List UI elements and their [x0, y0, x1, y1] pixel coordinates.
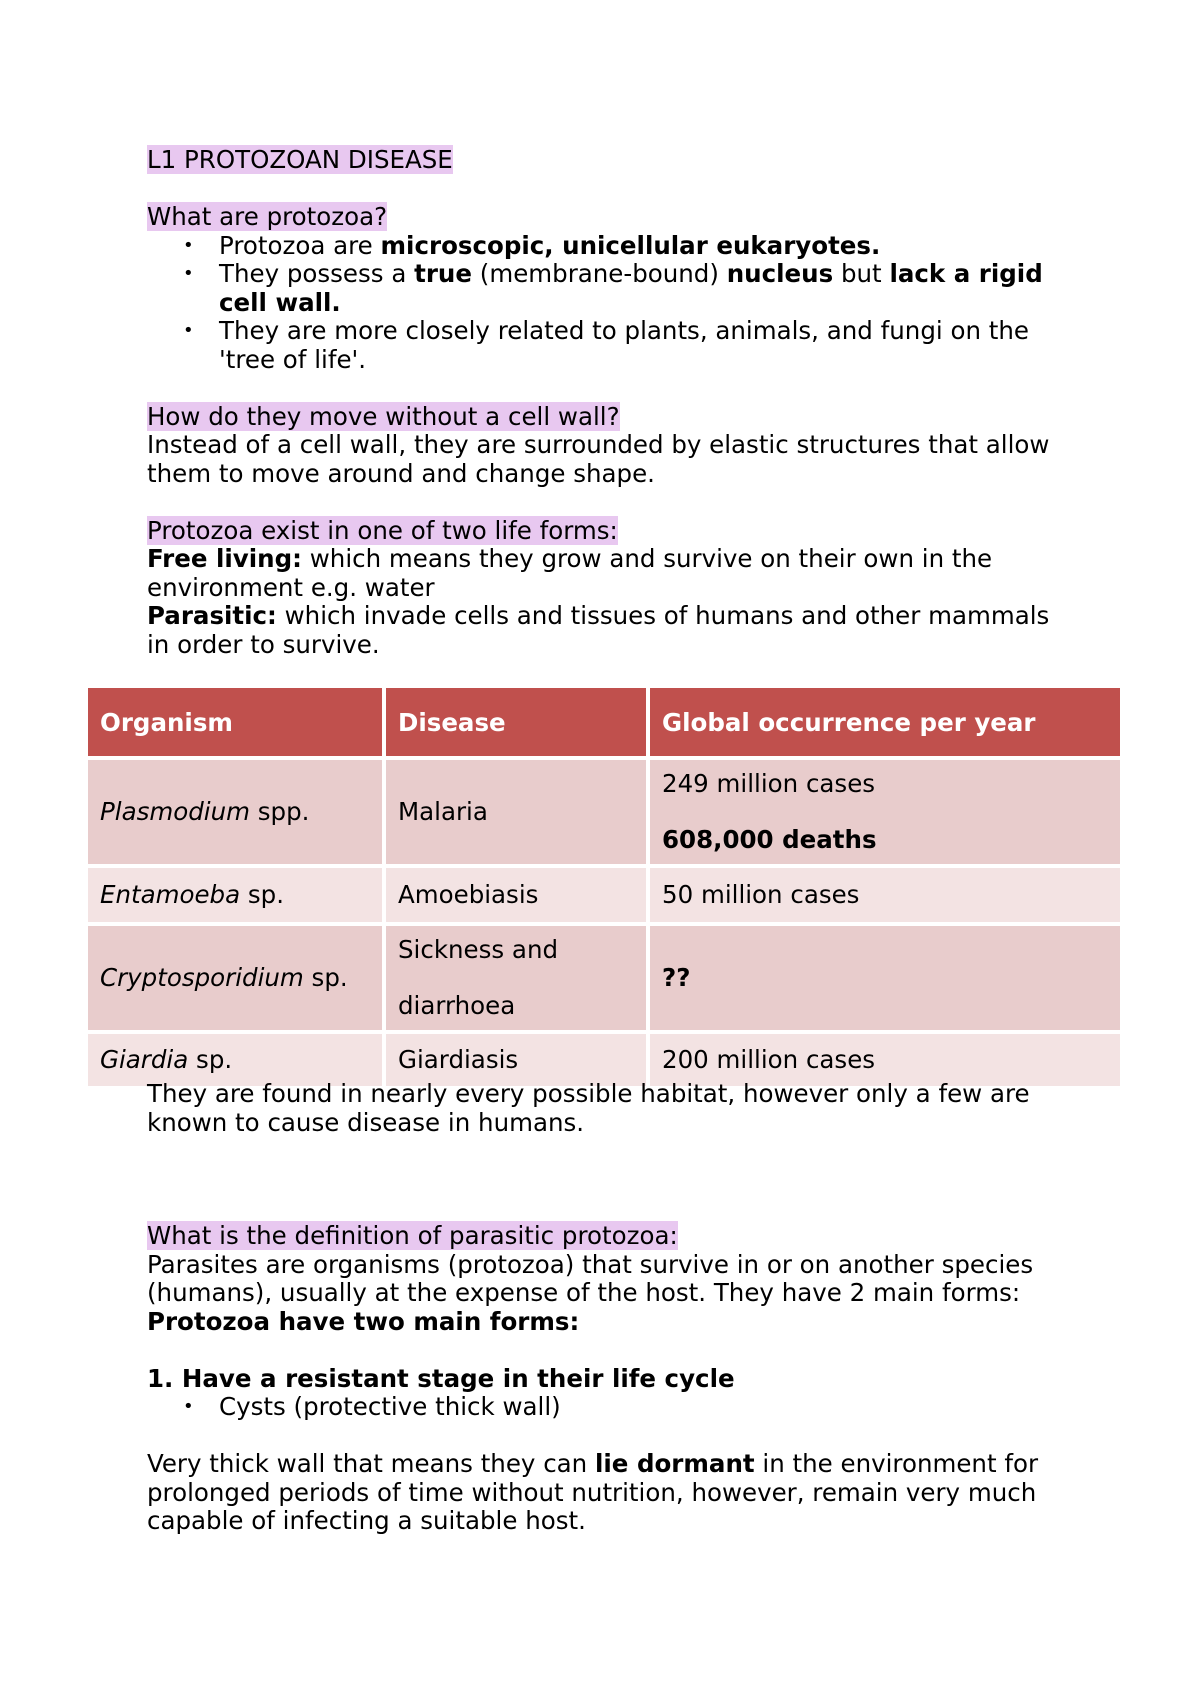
disease-table: [88, 684, 1120, 1090]
heading-life-forms: Protozoa exist in one of two life forms:: [147, 515, 618, 545]
disease-cell: Sickness and diarrhoea: [382, 926, 646, 1030]
organism-cell: Cryptosporidium sp.: [88, 926, 382, 1030]
disease-cell: Amoebiasis: [382, 868, 646, 922]
two-forms-line: Protozoa have two main forms:: [147, 1306, 580, 1336]
heading-movement: How do they move without a cell wall?: [147, 401, 620, 431]
disease-table-wrap: [88, 688, 1120, 1090]
header-occurrence: Global occurrence per year: [646, 688, 1120, 756]
occurrence-cell: 200 million cases: [646, 1034, 1120, 1086]
occurrence-cell: 50 million cases: [646, 868, 1120, 922]
parasitic-section: [147, 1222, 1067, 1536]
disease-cell: Malaria: [382, 760, 646, 864]
disease-cell: Giardiasis: [382, 1034, 646, 1086]
heading-what-are-protozoa: What are protozoa?: [147, 202, 388, 231]
table-row: [88, 926, 1120, 1030]
bullet-icon: •: [183, 234, 194, 256]
habitat-paragraph: They are found in nearly every possible habitat, however only a few are known to cause disease in humans.: [147, 1079, 1030, 1137]
parasitic-paragraph: Parasitic: which invade cells and tissues of humans and other mammals in order to survive.: [147, 601, 1050, 659]
list-item: • They are more closely related to plants, animals, and fungi on the 'tree of life'.: [183, 316, 1029, 374]
intro-section: [147, 146, 1067, 659]
list-item: • Cysts (protective thick wall): [183, 1392, 561, 1421]
protozoa-bullet-list: [147, 232, 1067, 375]
bullet-icon: •: [183, 1396, 194, 1417]
table-header-row: [88, 688, 1120, 756]
occurrence-cell: 249 million cases 608,000 deaths: [646, 760, 1120, 864]
dormant-paragraph: Very thick wall that means they can lie dormant in the environment for prolonged periods of time without nutrition, however, remain very much capable of infecting a suitable host.: [147, 1449, 1039, 1535]
table-row: [88, 868, 1120, 922]
organism-cell: Entamoeba sp.: [88, 868, 382, 922]
point-one-heading: 1. Have a resistant stage in their life cycle: [147, 1363, 735, 1393]
habitat-note: [147, 1080, 1067, 1137]
document-title: L1 PROTOZOAN DISEASE: [147, 145, 453, 174]
organism-cell: Giardia sp.: [88, 1034, 382, 1086]
list-item: • Protozoa are microscopic, unicellular eukaryotes.: [183, 230, 881, 260]
occurrence-cell: ??: [646, 926, 1120, 1030]
free-living-paragraph: Free living: which means they grow and survive on their own in the environment e.g. water: [147, 544, 993, 602]
header-organism: Organism: [88, 688, 382, 756]
organism-cell: Plasmodium spp.: [88, 760, 382, 864]
parasites-paragraph: Parasites are organisms (protozoa) that survive in or on another species (humans), usually at the expense of the host. They have 2 main forms:: [147, 1249, 1034, 1307]
list-item: • They possess a true (membrane-bound) nucleus but lack a rigid cell wall.: [183, 259, 1043, 317]
heading-parasitic-definition: What is the definition of parasitic protozoa:: [147, 1221, 678, 1250]
movement-paragraph: Instead of a cell wall, they are surrounded by elastic structures that allow them to move around and change shape.: [147, 430, 1050, 488]
header-disease: Disease: [382, 688, 646, 756]
bullet-icon: •: [183, 320, 194, 341]
cysts-bullet-list: [147, 1393, 1067, 1422]
bullet-icon: •: [183, 263, 194, 284]
table-row: [88, 760, 1120, 864]
